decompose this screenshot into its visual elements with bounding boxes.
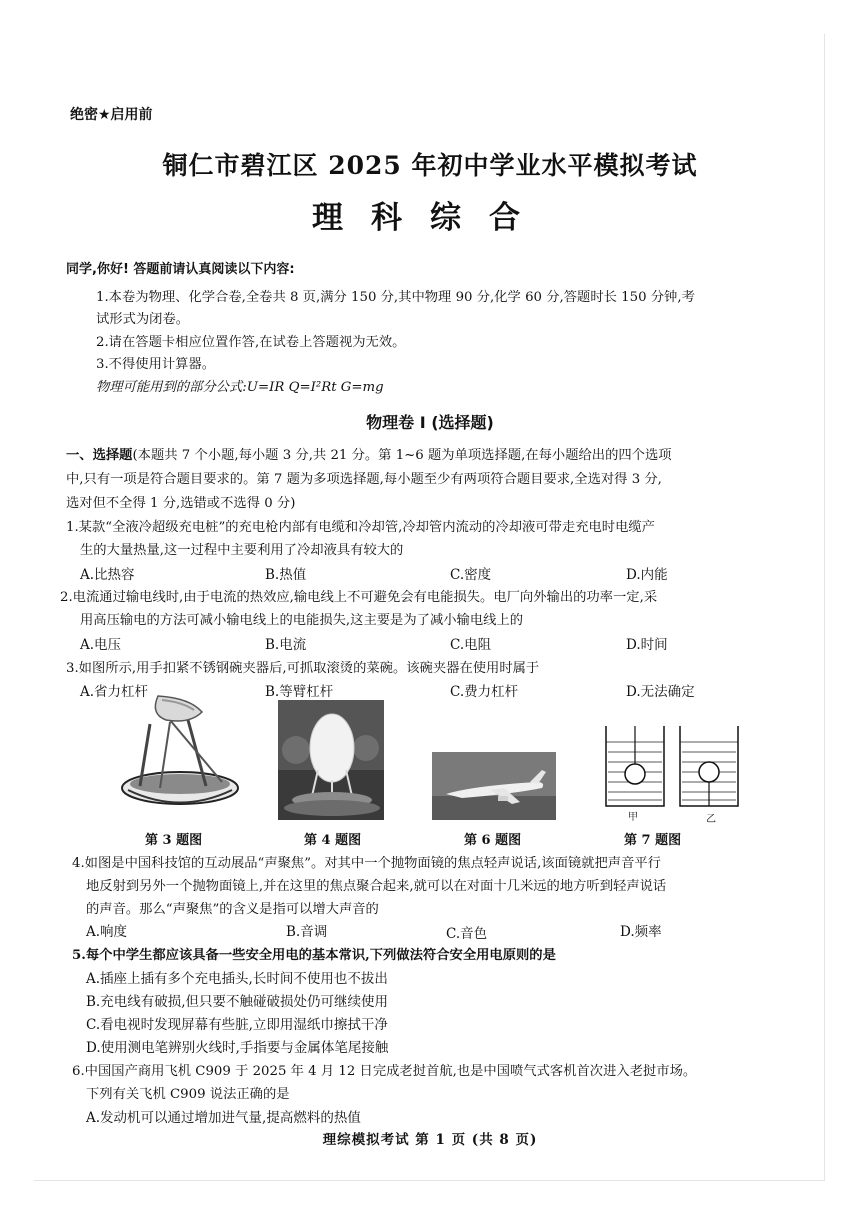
q5-option-d: D.使用测电笔辨别火线时,手指要与金属体笔尾接触: [86, 1040, 389, 1056]
figure-3-caption: 第 3 题图: [145, 833, 203, 848]
q6-option-a: A.发动机可以通过增加进气量,提高燃料的热值: [86, 1110, 361, 1126]
q1-option-a: A.比热容: [80, 567, 135, 583]
q1-option-b: B.热值: [265, 567, 307, 583]
instruction-item-3: 3.不得使用计算器。: [96, 357, 216, 372]
q4-stem-line2: 地反射到另外一个抛物面镜上,并在这里的焦点聚合起来,就可以在对面十几米远的地方听到轻声说话: [86, 879, 667, 894]
q1-stem-line1: 1.某款“全液冷超级充电桩”的充电枪内部有电缆和冷却管,冷却管内流动的冷却液可带走充电时电缆产: [66, 520, 655, 535]
q3-option-b: B.等臂杠杆: [265, 684, 334, 700]
q2-stem-line2: 用高压输电的方法可减小输电线上的电能损失,这主要是为了减小输电线上的: [80, 613, 524, 628]
q5-option-a: A.插座上插有多个充电插头,长时间不使用也不拔出: [86, 971, 388, 987]
figure-6-caption: 第 6 题图: [464, 833, 522, 848]
q4-stem-line3: 的声音。那么“声聚焦”的含义是指可以增大声音的: [86, 902, 379, 917]
instructions-greeting: 同学,你好! 答题前请认真阅读以下内容:: [66, 262, 295, 277]
q6-stem-line2: 下列有关飞机 C909 说法正确的是: [86, 1087, 290, 1102]
instruction-item-1: 1.本卷为物理、化学合卷,全卷共 8 页,满分 150 分,其中物理 90 分,化学 60 分,答题时长 150 分钟,考: [96, 290, 695, 305]
q2-stem-line1: 2.电流通过输电线时,由于电流的热效应,输电线上不可避免会有电能损失。电厂向外输出的功率一定,采: [60, 590, 658, 605]
q3-option-c: C.费力杠杆: [450, 684, 519, 700]
figure-4-sound-focus-image: [278, 700, 384, 820]
q3-stem-line1: 3.如图所示,用手扣紧不锈钢碗夹器后,可抓取滚烫的菜碗。该碗夹器在使用时属于: [66, 661, 540, 676]
figure-7-caption: 第 7 题图: [624, 833, 682, 848]
instruction-item-1-cont: 试形式为闭卷。: [96, 312, 190, 327]
instruction-item-2: 2.请在答题卡相应位置作答,在试卷上答题视为无效。: [96, 335, 406, 350]
figure-7-label-yi: 乙: [706, 814, 716, 825]
figure-3-bowl-clamp-image: [110, 690, 250, 825]
q2-option-c: C.电阻: [450, 637, 492, 653]
part1-instructions-line1: [66, 444, 672, 463]
q5-stem-line1: 5.每个中学生都应该具备一些安全用电的基本常识,下列做法符合安全用电原则的是: [72, 948, 556, 963]
q2-option-b: B.电流: [265, 637, 307, 653]
part1-line1-text: (本题共 7 个小题,每小题 3 分,共 21 分。第 1~6 题为单项选择题,在每小题给出的四个选项: [132, 448, 672, 463]
part1-instructions-line2: 中,只有一项是符合题目要求的。第 7 题为多项选择题,每小题至少有两项符合题目要求,全选对得 3 分,: [66, 472, 662, 487]
exam-subject: 理科综合: [312, 200, 548, 236]
part1-instructions-line3: 选对但不全得 1 分,选错或不选得 0 分): [66, 496, 296, 511]
q3-option-d: D.无法确定: [626, 684, 695, 700]
q4-option-d: D.频率: [620, 924, 662, 940]
figure-7-beakers-diagram: [600, 724, 745, 824]
figure-7-label-jia: 甲: [628, 812, 638, 823]
q4-stem-line1: 4.如图是中国科技馆的互动展品“声聚焦”。对其中一个抛物面镜的焦点轻声说话,该面镜就把声音平行: [72, 856, 661, 871]
q2-option-a: A.电压: [80, 637, 122, 653]
q4-option-a: A.响度: [86, 924, 128, 940]
q4-option-b: B.音调: [286, 924, 328, 940]
part1-heading: 一、选择题: [66, 448, 133, 463]
confidential-mark: 绝密★启用前: [70, 107, 153, 123]
q1-stem-line2: 生的大量热量,这一过程中主要利用了冷却液具有较大的: [80, 543, 404, 558]
figure-6-airplane-image: [432, 752, 556, 820]
section-title: 物理卷 I (选择题): [366, 413, 494, 432]
exam-title: 铜仁市碧江区 2025 年初中学业水平模拟考试: [162, 151, 698, 180]
q2-option-d: D.时间: [626, 637, 668, 653]
formula-list: 物理可能用到的部分公式:U=IR Q=I²Rt G=mg: [96, 380, 384, 395]
figure-4-caption: 第 4 题图: [304, 833, 362, 848]
q6-stem-line1: 6.中国国产商用飞机 C909 于 2025 年 4 月 12 日完成老挝首航,也是中国喷气式客机首次进入老挝市场。: [72, 1064, 697, 1079]
q1-option-d: D.内能: [626, 567, 668, 583]
q3-option-a: A.省力杠杆: [80, 684, 149, 700]
q4-option-c: C.音色: [446, 926, 488, 942]
page-footer: 理综模拟考试 第 1 页 (共 8 页): [322, 1132, 538, 1148]
q5-option-b: B.充电线有破损,但只要不触碰破损处仍可继续使用: [86, 994, 389, 1010]
q5-option-c: C.看电视时发现屏幕有些脏,立即用湿纸巾擦拭干净: [86, 1017, 388, 1033]
q1-option-c: C.密度: [450, 567, 492, 583]
